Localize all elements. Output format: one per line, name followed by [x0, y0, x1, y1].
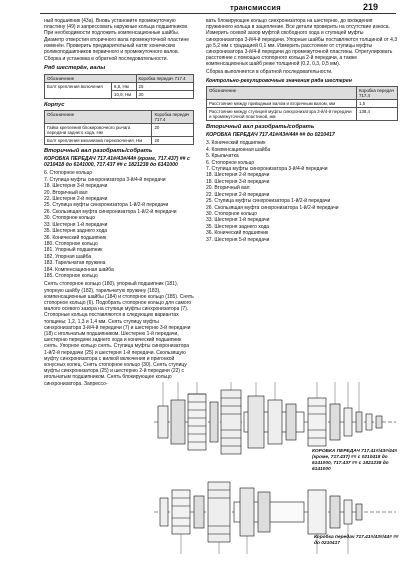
list-item: 30. Стопорное кольцо — [44, 215, 95, 222]
subsection-heading-gearbox: КОРОБКА ПЕРЕДАЧ 717.41#/43#/44# (кроме, 717.437) ## с 0210418 до 6141000, 717.437 ## с 1821238 до 6141000 — [44, 156, 190, 169]
list-item: 36. Конический подшипник — [44, 234, 107, 241]
list-item: 22. Шестерня 2-й передачи — [44, 196, 108, 203]
list-item: 184. Компенсационная шайба — [44, 266, 114, 273]
page-number: 219 — [363, 2, 379, 12]
table-cell: Болт крепления включения — [45, 82, 112, 98]
adjust-values-table — [206, 86, 398, 121]
section-heading-housing: Корпус — [44, 101, 65, 108]
list-item: 20. Вторичный вал — [206, 185, 250, 192]
list-item: 26. Скользящая муфта синхронизатора 1-й/2-й передачи — [206, 204, 339, 211]
list-item: 25. Ступица муфты синхронизатора 1-й/2-й передачи — [44, 202, 169, 209]
table-cell: 30 — [136, 90, 194, 98]
list-item: 30. Стопорное кольцо — [206, 210, 257, 217]
section-heading-shaft-2: Вторичный вал разобрать/собрать — [206, 124, 315, 131]
table-cell: 25 — [136, 82, 194, 90]
list-item: 18. Шестерня 3-й передачи — [206, 178, 270, 185]
torque-table-housing — [44, 110, 194, 145]
table-cell: Расстояние между приводным валом и вторичным валом, мм — [207, 100, 357, 108]
table-header-cell: Коробка передач 717.4 — [152, 110, 194, 123]
list-item: 183. Тарельчатая пружина — [44, 260, 106, 267]
left-paragraph-2: Сборка и установка в обратной последовательности. — [44, 56, 168, 63]
list-item: 185. Стопорное кольцо — [44, 272, 98, 279]
parts-list-left — [44, 170, 194, 279]
list-item: 3. Конический подшипник — [206, 140, 266, 147]
section-heading-shaft: Вторичный вал разобрать/собрать — [44, 147, 153, 154]
torque-table-gears — [44, 74, 194, 99]
list-item: 6. Стопорное кольцо — [206, 159, 255, 166]
table-header-cell: Коробка передач 717.4 — [357, 87, 398, 100]
parts-list-right — [206, 140, 398, 243]
list-item: 181. Упорный подшипник — [44, 247, 103, 254]
lower-exploded-view — [154, 482, 396, 542]
table-cell: Болт крепления механизма переключения, Нм — [45, 136, 152, 144]
list-item: 6. Стопорное кольцо — [44, 170, 93, 177]
list-item: 7. Ступица муфты синхронизатора 3-й/4-й передачи — [44, 176, 166, 183]
table-cell: 8,8, Нм — [112, 82, 136, 90]
header-line — [40, 13, 396, 14]
diagram-caption-upper: КОРОБКА ПЕРЕДАЧ 717.41#/43#/44# (кроме, 717.437) ## с 0210418 до 6141000, 717.437 ## с 1821238 до 6141000 — [312, 449, 398, 472]
left-paragraph-3: Снять стопорное кольцо (180), упорный подшипник (181), упорную шайбу (182), тарельчатую пружину (183), компенсационные шайбы (184) и стопорное кольцо (185). Снять стопорное кольцо (6). Подобрать стопорное кольцо для самого малого осевого зазора на ступице муфты синхронизатора (7). Стопорные кольца поставляются в следующих вариантах толщины: 1,2, 1,3 и 1,4 мм. Снять ступицу муфты синхронизатора 3-й/4-й передачи (7) и шестерню 3-й передачи (18) с игольчатым подшипником. Шестерню 1-й передачи, шестерню передачи заднего хода и конический подшипник снять. Упорное кольцо снять. Ступица муфты синхронизатора 1-й/2-й передачи (25) и шестерня 1-й передачи. Скользящую муфту синхронизатора с вилкой включения и пригонкой конусных колец. Снять стопорное кольцо (30). Снять ступицу муфты синхронизатора (25) и шестерню 2-й передачи (22) с игольчатым подшипником. Снять блокирующее кольцо синхронизатора. Запрессо- — [44, 281, 194, 387]
table-cell: 20 — [152, 123, 194, 136]
table-cell: Расстояние между ступицей муфты синхронизатора 3-й/4-й передачи и промежуточной пластиной, мм — [207, 108, 357, 121]
header-title: трансмиссия — [230, 3, 281, 12]
table-cell: 10,9, Нм — [112, 90, 136, 98]
list-item: 182. Упорная шайба — [44, 253, 92, 260]
section-heading-adjust: Контрольно-регулировочные значения ряда шестерен — [206, 77, 352, 84]
table-cell: 20 — [152, 136, 194, 144]
diagram-caption-lower: Коробка передач 717.41#/43#/44# ## до 0210417 — [314, 535, 399, 546]
list-item: 35. Шестерня заднего хода — [44, 228, 108, 235]
table-header-cell: Обозначение — [45, 110, 152, 123]
list-item: 26. Скользящая муфта синхронизатора 1-й/2-й передачи — [44, 208, 177, 215]
table-cell: Гайка крепления блокировочного рычага передачи заднего хода, Нм — [45, 123, 152, 136]
table-header-cell: Обозначение — [45, 74, 137, 82]
list-item: 4. Компенсационная шайба — [206, 146, 271, 153]
right-paragraph-2: Сборка выполняется в обратной последовательности. — [206, 68, 333, 75]
list-item: 20. Вторичный вал — [44, 189, 88, 196]
right-column — [206, 18, 398, 243]
table-header-cell: Обозначение — [207, 87, 357, 100]
list-item: 37. Шестерня 5-й передачи — [206, 236, 270, 243]
list-item: 33. Шестерня 1-й передачи — [44, 221, 108, 228]
list-item: 35. Шестерня заднего хода — [206, 223, 270, 230]
list-item: 22. Шестерня 2-й передачи — [206, 191, 270, 198]
list-item: 36. Конический подшипник — [206, 230, 269, 237]
list-item: 33. Шестерня 1-й передачи — [206, 217, 270, 224]
list-item: 25. Ступица муфты синхронизатора 1-й/2-й передачи — [206, 198, 331, 205]
subsection-heading-gearbox-2: КОРОБКА ПЕРЕДАЧ 717.41#/43#/44# ## до 0210417 — [206, 132, 335, 139]
table-cell: 1,5 — [357, 100, 398, 108]
left-column — [44, 18, 194, 388]
section-heading-gears: Ряд шестерён, валы — [44, 65, 106, 72]
table-cell: 138,4 — [357, 108, 398, 121]
list-item: 7. Ступица муфты синхронизатора 3-й/4-й передачи — [206, 166, 328, 173]
list-item: 180. Стопорное кольцо — [44, 240, 98, 247]
table-header-cell: Коробка передач 717.4 — [136, 74, 194, 82]
list-item: 18. Шестерня 3-й передачи — [44, 183, 108, 190]
left-paragraph-1: ный подшипник (43а). Вновь установите промежуточную пластину (49) и запрессовать наружные кольца подшипников. При необходимости подложить компенсационные шайбы. Диаметр отверстия вторичного вала промежуточной пластине изменён. Проверить предварительный натяг конических роликоподшипников первичного и промежуточного валов. — [44, 18, 190, 56]
right-paragraph-1: вать блокирующее кольцо синхронизатора на шестерню, до вхождения пружинного кольца в зацепление. Все детали проверить на отсутствие износа. Измерить осевой зазор муфтой свободного хода и ступицей муфты синхронизатора 3-й/4-й передачи. Упорные шайбы поставляются толщиной от 4,3 до 5,2 мм с градацией 0,1 мм. Измерить расстояние от ступицы муфты синхронизатора 3-й/4-й передачи до промежуточной пластины. Отрегулировать расстояние с помощью стопорного кольца 2-й передачи, а также компенсационных шайб реже толщиной (0,2, 0,3, 0,5 мм). — [206, 18, 398, 68]
list-item: 5. Крыльчатка — [206, 153, 239, 160]
list-item: 18. Шестерня 2-й передачи — [206, 172, 270, 179]
